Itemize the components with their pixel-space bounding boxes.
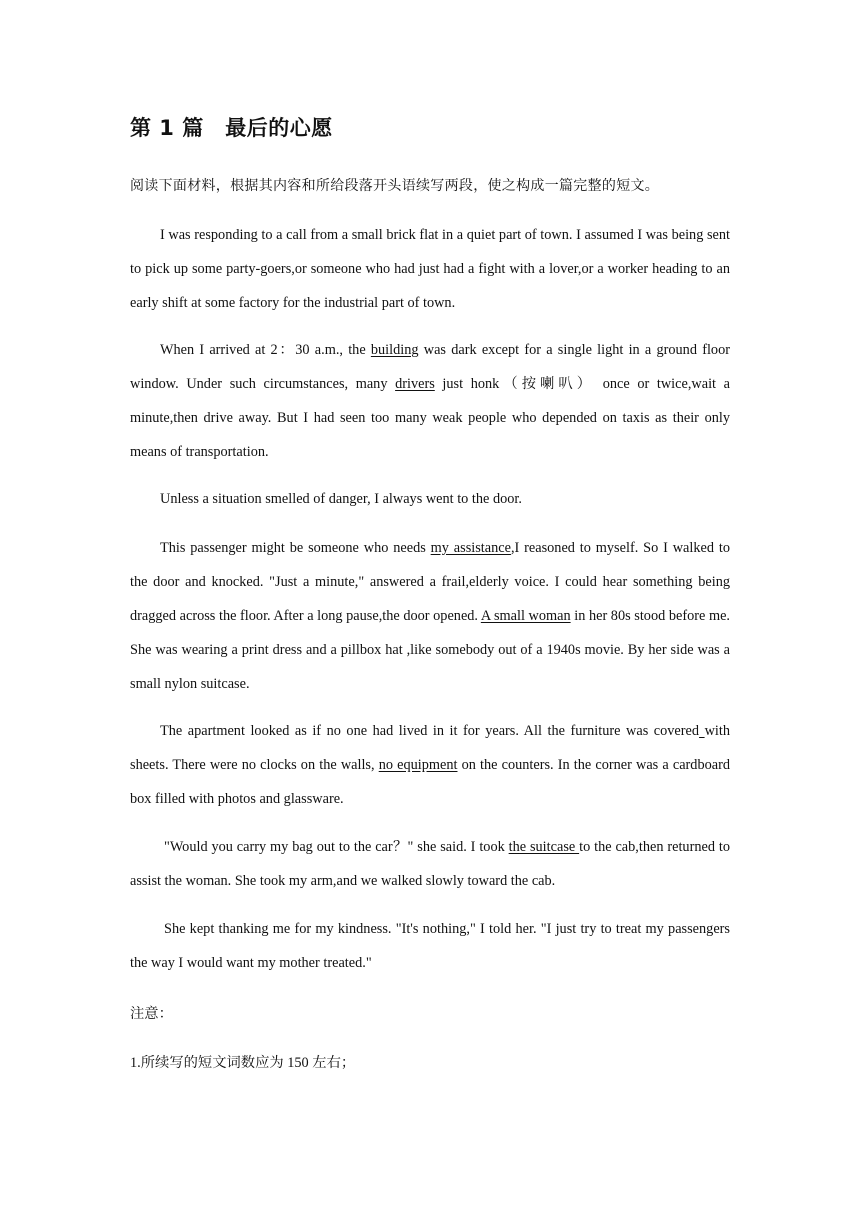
notes-heading: 注意： bbox=[130, 1006, 173, 1022]
paragraph-1: I was responding to a call from a small brick flat in a quiet part of town. I assumed I was being sent to pick up some party-goers,or someone who had just had a fight with a lover,or a worker heading to an early shift at some factory for the industrial part of town. bbox=[130, 227, 730, 311]
underlined-a-small-woman: A small woman bbox=[480, 608, 571, 624]
paragraph-7: She kept thanking me for my kindness. "It's nothing," I told her. "I just try to treat my passengers the way I would want my mother treated." bbox=[130, 921, 730, 971]
paragraph-6: "Would you carry my bag out to the car？" she said. I took the suitcase to the cab,then returned to assist the woman. She took my arm,and we walked slowly toward the cab. bbox=[130, 839, 730, 889]
task-instruction: 阅读下面材料，根据其内容和所给段落开头语续写两段，使之构成一篇完整的短文。 bbox=[130, 179, 660, 194]
paragraph-4: This passenger might be someone who needs my assistance,I reasoned to myself. So I walked to the door and knocked. "Just a minute," answered a frail,elderly voice. I could hear something being dragged across the floor. After a long pause,the door opened. A small woman in her 80s stood before me. She was wearing a print dress and a pillbox hat ,like somebody out of a 1940s movie. By her side was a small nylon suitcase. bbox=[130, 540, 730, 692]
paragraph-5: The apartment looked as if no one had lived in it for years. All the furniture was covered with sheets. There were no clocks on the walls, no equipment on the counters. In the corner was a cardboard box filled with photos and glassware. bbox=[130, 723, 730, 807]
notes-item-1: 1.所续写的短文词数应为 150 左右； bbox=[130, 1055, 356, 1071]
paragraph-3: Unless a situation smelled of danger, I always went to the door. bbox=[160, 491, 522, 507]
underlined-the-suitcase: the suitcase bbox=[508, 839, 580, 855]
page-title: 第 1 篇 最后的心愿 bbox=[130, 116, 333, 140]
underlined-drivers: drivers bbox=[395, 376, 435, 392]
underlined-no-equipment: no equipment bbox=[378, 757, 458, 773]
paragraph-2: When I arrived at 2：30 a.m., the building was dark except for a single light in a ground floor window. Under such circumstances, many drivers just honk（按喇叭） once or twice,wait a minute,then drive away. But I had seen too many weak people who depended on taxis as their only means of transportation. bbox=[130, 342, 730, 460]
underlined-building: building bbox=[370, 342, 419, 358]
underlined-my-assistance: my assistance bbox=[430, 540, 511, 556]
